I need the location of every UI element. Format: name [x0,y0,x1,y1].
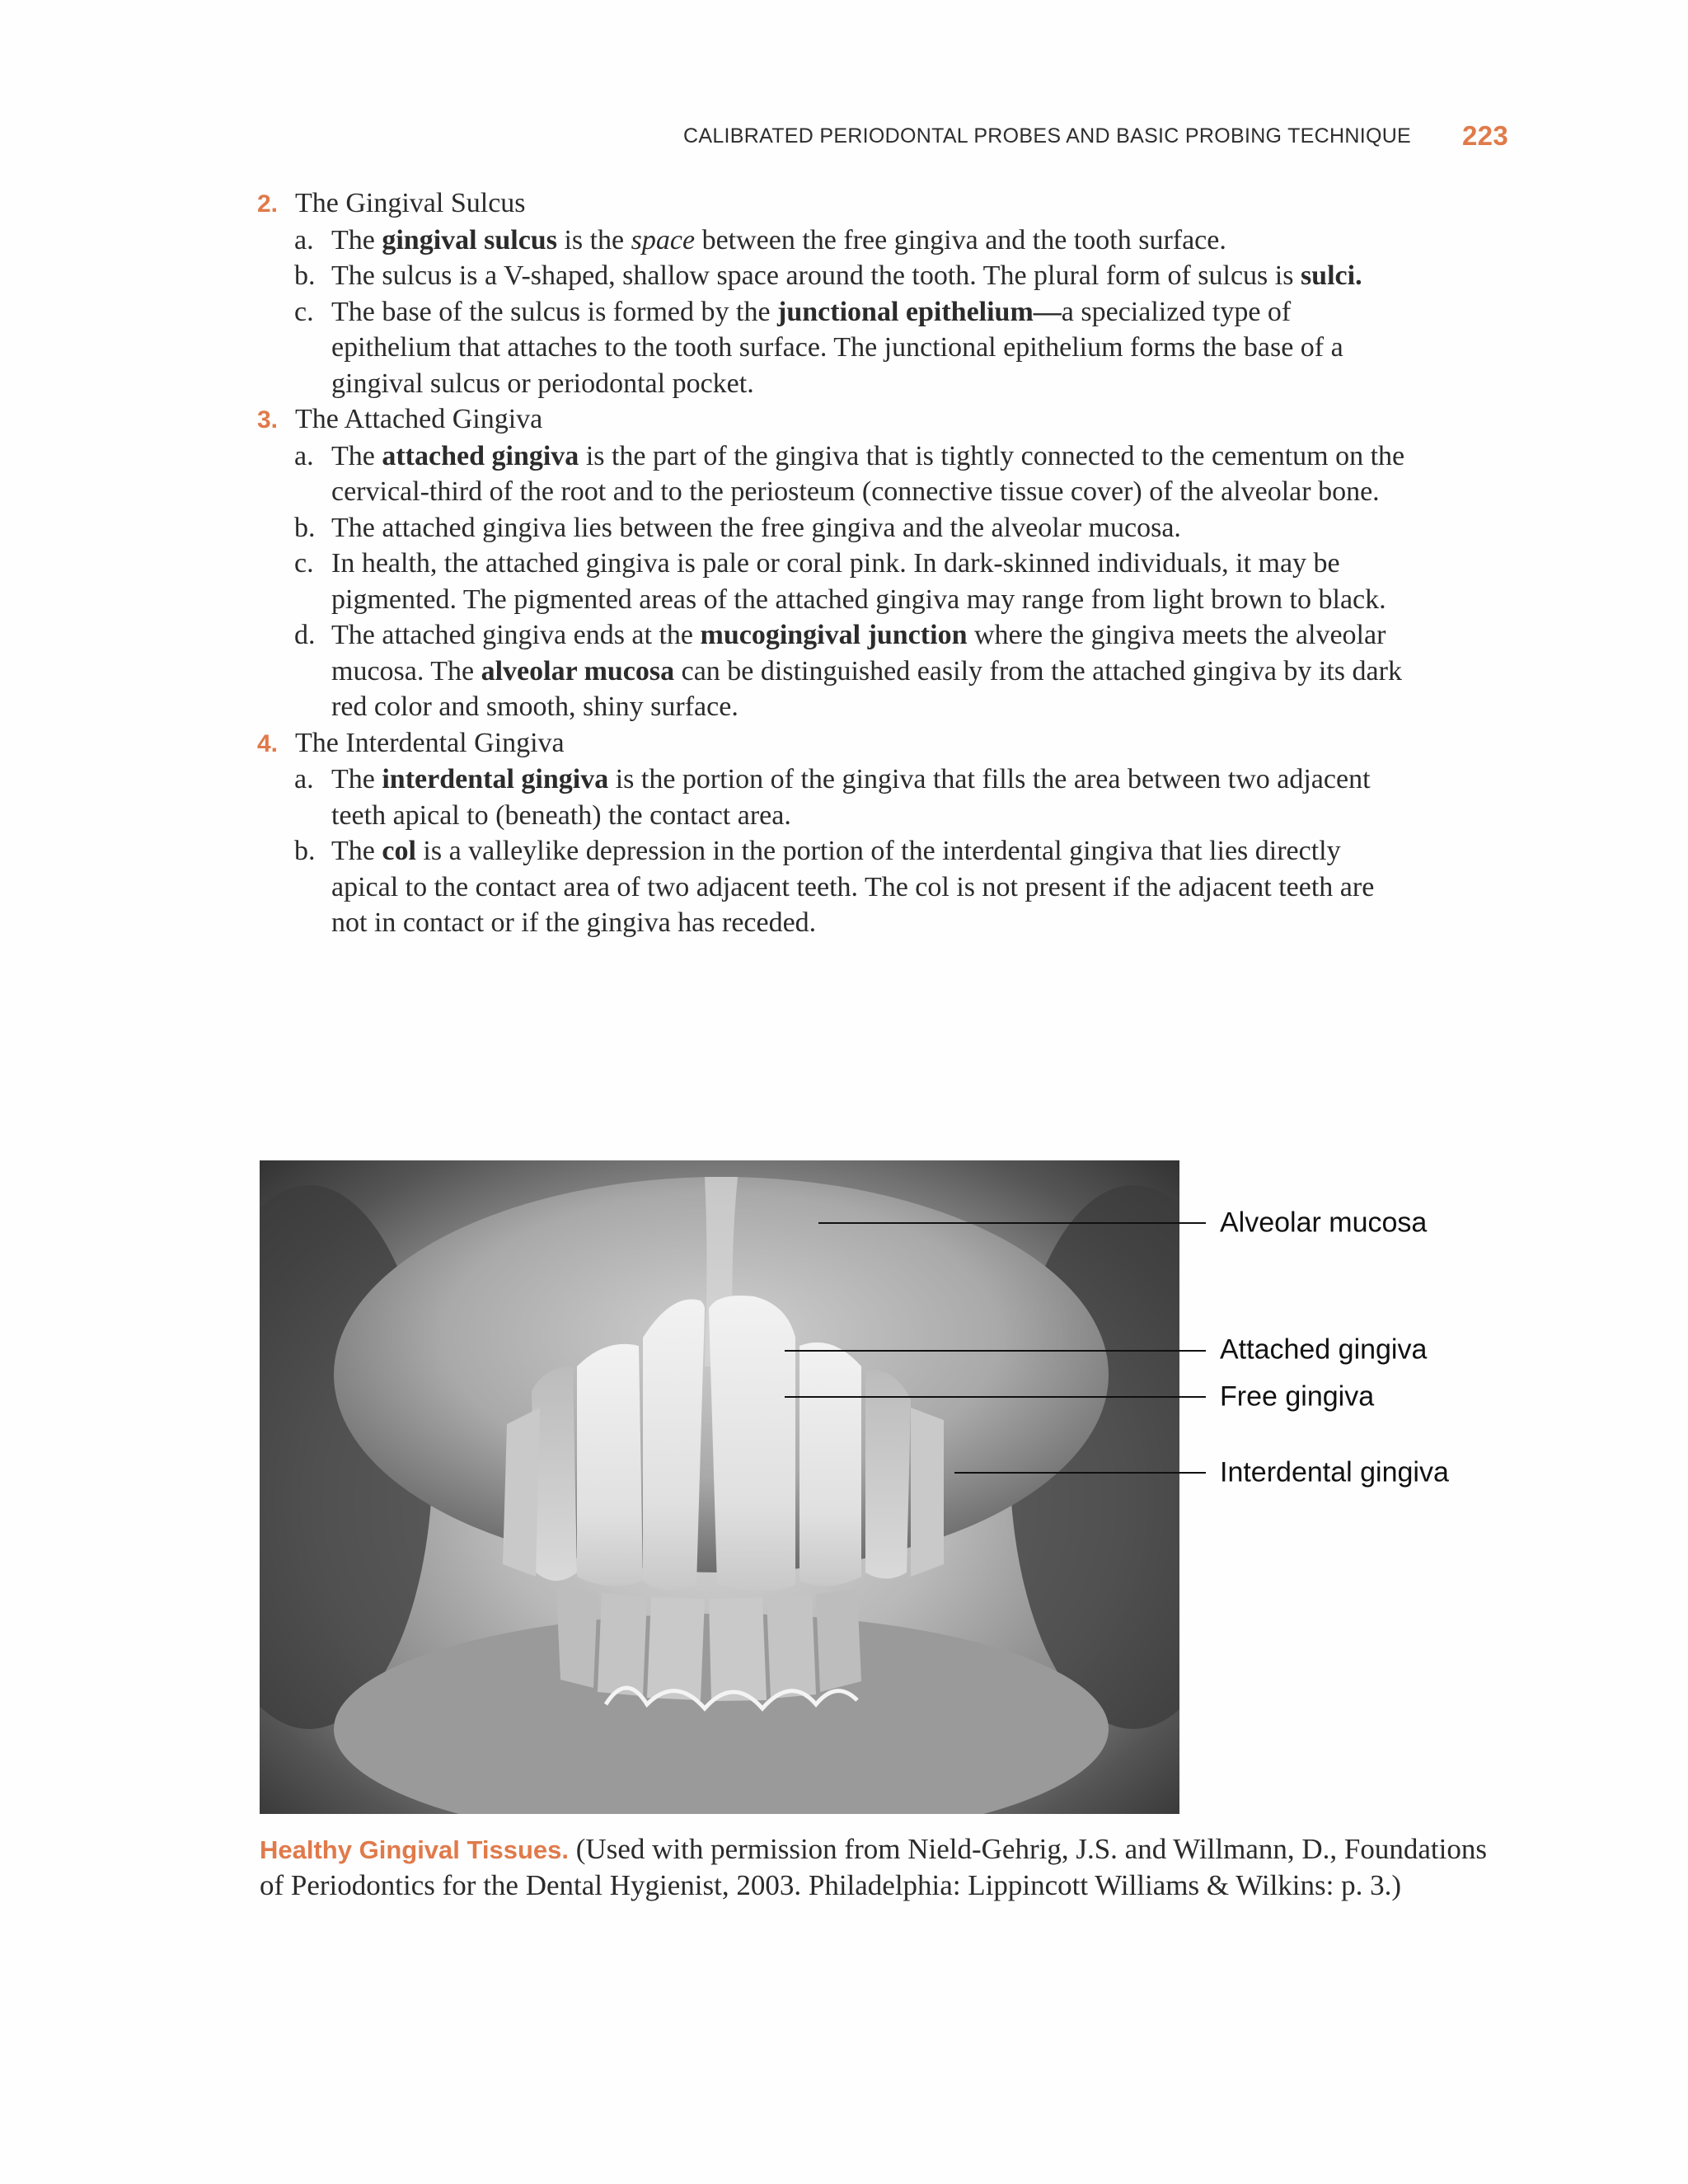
section-title: The Gingival Sulcus [295,188,526,218]
bold-term: sulci. [1300,260,1362,291]
bold-term: mucogingival junction [700,620,968,650]
item-letter: b. [294,512,316,543]
bold-term: col [382,836,416,866]
section-number: 3. [257,406,279,434]
section-interdental-gingiva [257,725,1411,941]
leader-alveolar-mucosa [818,1222,1206,1224]
tooth-upper-left-lateral [577,1344,643,1586]
item-text: The interdental gingiva is the portion of the gingiva that fills the area between two adjacent teeth apical to (beneath) the contact area. [331,764,1371,831]
running-title: CALIBRATED PERIODONTAL PROBES AND BASIC PROBING TECHNIQUE [683,124,1412,148]
list-item [257,223,1411,259]
running-head [0,120,1508,152]
list-item [257,510,1411,546]
list-item [257,258,1411,294]
callout-free-gingiva: Free gingiva [1220,1380,1375,1413]
tooth-lower-1 [556,1589,598,1688]
section-title: The Interdental Gingiva [295,727,565,758]
item-text: The sulcus is a V-shaped, shallow space around the tooth. The plural form of sulcus is sulci. [331,260,1362,291]
section-number: 4. [257,729,279,757]
leader-interdental-gingiva [954,1472,1206,1474]
list-item [257,617,1411,725]
tooth-lower-2 [598,1593,647,1696]
section-title: The Attached Gingiva [295,404,543,434]
callout-attached-gingiva: Attached gingiva [1220,1333,1428,1366]
callout-interdental-gingiva: Interdental gingiva [1220,1456,1449,1488]
item-text: The col is a valleylike depression in the portion of the interdental gingiva that lies directly apical to the contact area of two adjacent teeth. The col is not present if the adjacent teeth are not in contact or if the gingiva has receded. [331,836,1375,938]
item-text: In health, the attached gingiva is pale or coral pink. In dark-skinned individuals, it may be pigmented. The pigmented areas of the attached gingiva may range from light brown to black. [331,548,1386,615]
tooth-upper-left-premolar [503,1408,540,1577]
caption-text: (Used with permission from Nield-Gehrig, J.S. and Willmann, D., Foundations of Periodontics for the Dental Hygienist, 2003. Philadelphia: Lippincott Williams & Wilkins: p. 3.) [260,1833,1487,1901]
tooth-lower-6 [816,1589,861,1692]
list-item [257,762,1411,833]
bold-term: alveolar mucosa [481,655,675,687]
leader-free-gingiva [785,1396,1206,1398]
tooth-upper-left-canine [532,1366,577,1581]
section-attached-gingiva [257,401,1411,725]
section-heading [257,185,1411,223]
item-letter: c. [294,548,314,579]
tooth-lower-4 [709,1597,767,1701]
item-letter: a. [294,764,314,794]
item-letter: a. [294,440,314,471]
list-item [257,294,1411,402]
item-text: The base of the sulcus is formed by the junctional epithelium—a specialized type of epithelium that attaches to the tooth surface. The junctional epithelium forms the base of a gingival sulcus or periodontal pocket. [331,296,1343,399]
gingiva-photo [260,1160,1179,1814]
tooth-upper-right-central [709,1296,795,1591]
callout-alveolar-mucosa: Alveolar mucosa [1220,1207,1428,1239]
tooth-upper-right-lateral [799,1343,861,1586]
item-letter: b. [294,836,316,866]
bold-term: interdental gingiva [382,764,609,794]
body-text [257,185,1411,941]
tooth-upper-right-canine [865,1370,911,1578]
item-letter: b. [294,260,316,291]
figure-caption [260,1831,1496,1903]
item-text: The attached gingiva ends at the mucogingival junction where the gingiva meets the alveolar mucosa. The alveolar mucosa can be distinguished easily from the attached gingiva by its dark red color and smooth, shiny surface. [331,620,1402,722]
item-text: The attached gingiva lies between the free gingiva and the alveolar mucosa. [331,512,1181,543]
caption-title: Healthy Gingival Tissues. [260,1835,570,1864]
item-letter: d. [294,620,316,650]
item-text: The gingival sulcus is the space between the free gingiva and the tooth surface. [331,224,1226,255]
tooth-upper-right-premolar [911,1408,944,1577]
item-letter: a. [294,224,314,255]
bold-term: gingival sulcus [382,224,557,255]
page-number: 223 [1462,120,1508,151]
bold-term: junctional epithelium— [777,296,1062,327]
item-text: The attached gingiva is the part of the gingiva that is tightly connected to the cementum on the cervical-third of the root and to the periosteum (connective tissue cover) of the alveolar bone. [331,440,1405,507]
tooth-lower-3 [647,1597,705,1700]
tooth-upper-left-central [643,1299,705,1590]
list-item [257,833,1411,941]
section-heading [257,725,1411,762]
section-heading [257,401,1411,438]
bold-term: attached gingiva [382,440,579,471]
italic-term: space [631,224,696,255]
list-item [257,546,1411,617]
teeth-illustration [260,1160,1179,1814]
section-number: 2. [257,190,279,218]
section-gingival-sulcus [257,185,1411,401]
item-letter: c. [294,296,314,327]
tooth-lower-5 [767,1594,816,1699]
list-item [257,438,1411,510]
leader-attached-gingiva [785,1350,1206,1352]
